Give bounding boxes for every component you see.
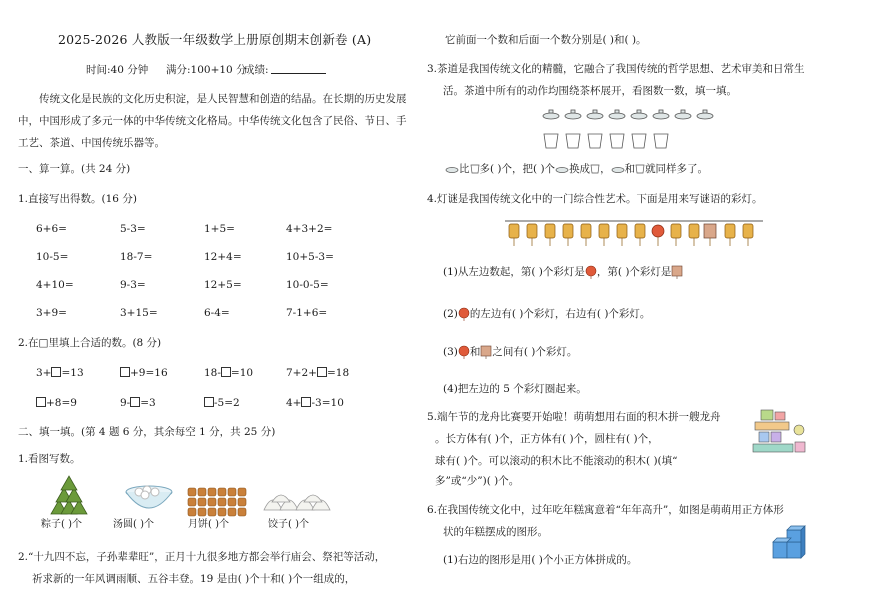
fill-item: +9=16 bbox=[120, 366, 168, 380]
score-label: 满分:100+10 分 bbox=[166, 64, 247, 76]
q2-4-sub4: (4)把左边的 5 个彩灯圈起来。 bbox=[443, 383, 587, 395]
lid-icon bbox=[555, 165, 569, 173]
answer-box[interactable] bbox=[130, 397, 140, 407]
cube-figure bbox=[771, 528, 809, 560]
q2-3-answer: 比 多( )个，把( )个 换成 ， 和 就同样多了。 bbox=[445, 162, 708, 176]
section2-title: 二、填一填。(第 4 题 6 分，其余每空 1 分，共 25 分) bbox=[18, 426, 276, 438]
q1-title: 1.直接写出得数。(16 分) bbox=[18, 193, 137, 205]
zongzi-picture bbox=[45, 476, 95, 516]
square-lantern-icon bbox=[480, 345, 492, 359]
calc-item: 6+6= bbox=[36, 223, 67, 235]
fill-item: +8=9 bbox=[36, 396, 77, 410]
q2-3-line1: 3.茶道是我国传统文化的精髓，它融合了我国传统的哲学思想、艺术审美和日常生 bbox=[427, 63, 805, 75]
fill-item: 9- =3 bbox=[120, 397, 156, 409]
tangyuan-picture bbox=[124, 484, 174, 514]
fill-item: 18- =10 bbox=[204, 367, 254, 379]
lid-icon bbox=[445, 165, 459, 173]
q2-2-line3: 它前面一个数和后面一个数分别是( )和( )。 bbox=[445, 34, 647, 46]
mooncake-label: 月饼( )个 bbox=[188, 519, 229, 530]
teacup-picture bbox=[543, 110, 713, 152]
q2-5-line4: 多”或“少”)( )个。 bbox=[435, 475, 520, 487]
calc-item: 9-3= bbox=[120, 279, 146, 291]
calc-item: 10+5-3= bbox=[286, 251, 334, 263]
cup-icon bbox=[635, 164, 645, 174]
red-lantern-icon bbox=[585, 265, 597, 279]
q2-4-sub1: (1)从左边数起，第( )个彩灯是 ，第( )个彩灯是 bbox=[443, 265, 683, 279]
building-blocks-picture bbox=[751, 408, 809, 458]
red-lantern-icon bbox=[458, 307, 470, 321]
calc-item: 12+4= bbox=[204, 251, 242, 263]
fill-item: 3+ =13 bbox=[36, 367, 84, 379]
calc-item: 4+3+2= bbox=[286, 223, 333, 235]
q2-5-line1: 5.端午节的龙舟比赛要开始啦！萌萌想用右面的积木拼一艘龙舟 bbox=[427, 411, 721, 423]
square-lantern-icon bbox=[671, 265, 683, 279]
q2-4-sub2: (2) 的左边有( )个彩灯，右边有( )个彩灯。 bbox=[443, 308, 651, 320]
cup-icon bbox=[590, 164, 600, 174]
q2-1-title: 1.看图写数。 bbox=[18, 453, 81, 465]
answer-box[interactable] bbox=[120, 367, 130, 377]
q2-6-line2: 状的年糕摆成的图形。 bbox=[443, 526, 548, 538]
calc-item: 4+10= bbox=[36, 279, 74, 291]
dumpling-label: 饺子( )个 bbox=[268, 519, 309, 530]
calc-item: 10-0-5= bbox=[286, 279, 329, 291]
cup-icon bbox=[470, 164, 480, 174]
calc-item: 12+5= bbox=[204, 279, 242, 291]
q2-4-line1: 4.灯谜是我国传统文化中的一门综合性艺术。下面是用来写谜语的彩灯。 bbox=[427, 193, 763, 205]
result-label: 成绩: bbox=[244, 63, 326, 77]
q2-5-line3: 球有( )个。可以滚动的积木比不能滚动的积木( )(填“ bbox=[435, 455, 678, 467]
q2-4-sub3: (3) 和 之间有( )个彩灯。 bbox=[443, 346, 578, 358]
mooncake-picture bbox=[188, 488, 248, 516]
q2-3-line2: 活。茶道中所有的动作均围绕茶杯展开，看图数一数，填一填。 bbox=[443, 85, 737, 97]
answer-box[interactable] bbox=[317, 367, 327, 377]
section1-title: 一、算一算。(共 24 分) bbox=[18, 163, 131, 175]
answer-box[interactable] bbox=[204, 397, 214, 407]
calc-item: 7-1+6= bbox=[286, 307, 328, 319]
dumpling-picture bbox=[262, 488, 337, 514]
q2-2-line2: 祈求新的一年风调雨顺、五谷丰登。19 是由( )个十和( )个一组成的， bbox=[32, 573, 356, 585]
red-lantern-icon bbox=[458, 345, 470, 359]
q2-title: 2.在□里填上合适的数。(8 分) bbox=[18, 337, 162, 349]
q2-5-line2: 。长方体有( )个，正方体有( )个，圆柱有( )个， bbox=[435, 433, 659, 445]
lantern-picture bbox=[505, 218, 765, 252]
calc-item: 10-5= bbox=[36, 251, 69, 263]
time-label: 时间:40 分钟 bbox=[86, 64, 149, 76]
calc-item: 6-4= bbox=[204, 307, 230, 319]
fill-item: 4+ -3=10 bbox=[286, 397, 344, 409]
q2-6-line1: 6.在我国传统文化中，过年吃年糕寓意着“年年高升”，如图是萌萌用正方体形 bbox=[427, 504, 784, 516]
fill-item: -5=2 bbox=[204, 396, 240, 410]
answer-box[interactable] bbox=[301, 397, 311, 407]
zongzi-label: 粽子( )个 bbox=[41, 519, 82, 530]
answer-box[interactable] bbox=[51, 367, 61, 377]
answer-box[interactable] bbox=[36, 397, 46, 407]
q2-6-sub1: (1)右边的图形是用( )个小正方体拼成的。 bbox=[443, 554, 638, 566]
calc-item: 1+5= bbox=[204, 223, 235, 235]
fill-item: 7+2+ =18 bbox=[286, 367, 350, 379]
calc-item: 18-7= bbox=[120, 251, 153, 263]
lid-icon bbox=[611, 165, 625, 173]
q2-2-line1: 2.“十九四不忘，子孙辈辈旺”，正月十九很多地方都会举行庙会、祭祀等活动， bbox=[18, 551, 386, 563]
calc-item: 3+15= bbox=[120, 307, 158, 319]
page-title: 2025-2026 人教版一年级数学上册原创期末创新卷 (A) bbox=[58, 32, 372, 47]
result-blank[interactable] bbox=[271, 63, 326, 74]
calc-item: 5-3= bbox=[120, 223, 146, 235]
tangyuan-label: 汤圆( )个 bbox=[113, 519, 154, 530]
calc-item: 3+9= bbox=[36, 307, 67, 319]
answer-box[interactable] bbox=[221, 367, 231, 377]
intro-paragraph: 传统文化是民族的文化历史积淀，是人民智慧和创造的结晶。在长期的历史发展中，中国形成了多元一体的中华传统文化格局。中华传统文化包含了民俗、节日、手工艺、茶道、中国传统乐器等。 bbox=[18, 93, 407, 149]
